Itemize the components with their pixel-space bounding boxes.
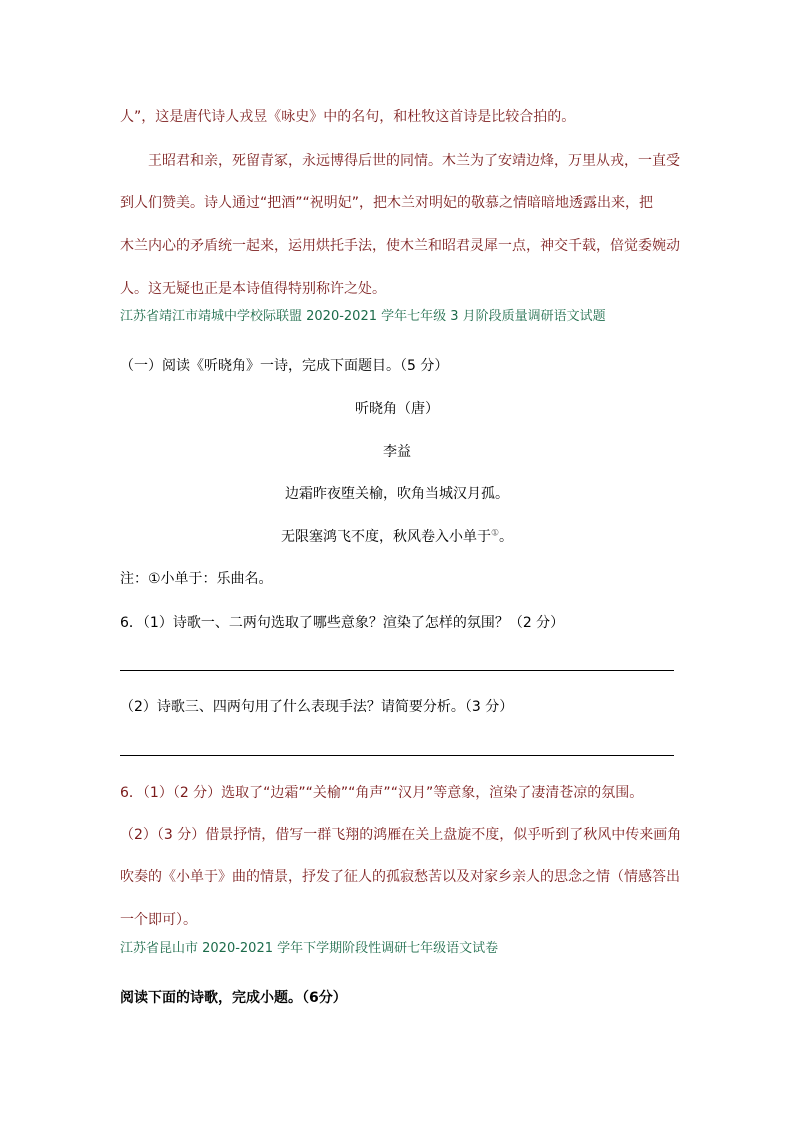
poem-line-1: 边霜昨夜堕关榆，吹角当城汉月孤。: [285, 486, 509, 502]
analysis-line-3: 到人们赞美。诗人通过“把酒”“祝明妃”，把木兰对明妃的敬慕之情暗暗地透露出来，把: [120, 195, 654, 211]
footnote-mark: ①: [490, 528, 500, 539]
question-1: 6．（1）诗歌一、二两句选取了哪些意象？渲染了怎样的氛围？（2 分）: [120, 615, 565, 631]
source-label-1: 江苏省靖江市靖城中学校际联盟 2020-2021 学年七年级 3 月阶段质量调研语文试题: [120, 309, 606, 324]
source-label-2: 江苏省昆山市 2020-2021 学年下学期阶段性调研七年级语文试卷: [120, 941, 499, 956]
answer-1: 6．（1）（2 分）选取了“边霜”“关榆”“角声”“汉月”等意象，渲染了凄清苍凉的氛围。: [120, 785, 644, 801]
analysis-line-2: 王昭君和亲，死留青冢，永远博得后世的同情。木兰为了安靖边烽，万里从戎，一直受: [148, 153, 680, 169]
poem-title: 听晓角（唐）: [355, 401, 439, 417]
poem-line-2: [0, 528, 794, 546]
answer-2-line-1: （2）（3 分）借景抒情，借写一群飞翔的鸿雁在关上盘旋不度，似乎听到了秋风中传来画角: [120, 827, 682, 843]
footnote: 注：①小单于：乐曲名。: [120, 571, 273, 587]
poem-author: 李益: [383, 444, 411, 460]
next-section-instruction: 阅读下面的诗歌，完成小题。（6分）: [120, 990, 347, 1006]
analysis-line-1: 人”，这是唐代诗人戎昱《咏史》中的名句，和杜牧这首诗是比较合拍的。: [120, 109, 576, 125]
analysis-line-4: 木兰内心的矛盾统一起来，运用烘托手法，使木兰和昭君灵犀一点，神交千载，倍觉委婉动: [120, 238, 680, 254]
answer-2-line-2: 吹奏的《小单于》曲的情景，抒发了征人的孤寂愁苦以及对家乡亲人的思念之情（情感答出: [120, 869, 680, 885]
poem-line-2-text: 无限塞鸿飞不度，秋风卷入小单于: [280, 529, 491, 545]
answer-line-2[interactable]: [120, 755, 674, 756]
poem-line-2-end: 。: [499, 529, 514, 545]
section-instruction: （一）阅读《听晓角》一诗，完成下面题目。（5 分）: [120, 358, 449, 374]
analysis-line-5: 人。这无疑也正是本诗值得特别称许之处。: [120, 281, 386, 297]
answer-line-1[interactable]: [120, 670, 674, 671]
question-2: （2）诗歌三、四两句用了什么表现手法？请简要分析。（3 分）: [120, 699, 514, 715]
answer-2-line-3: 一个即可）。: [120, 912, 197, 928]
